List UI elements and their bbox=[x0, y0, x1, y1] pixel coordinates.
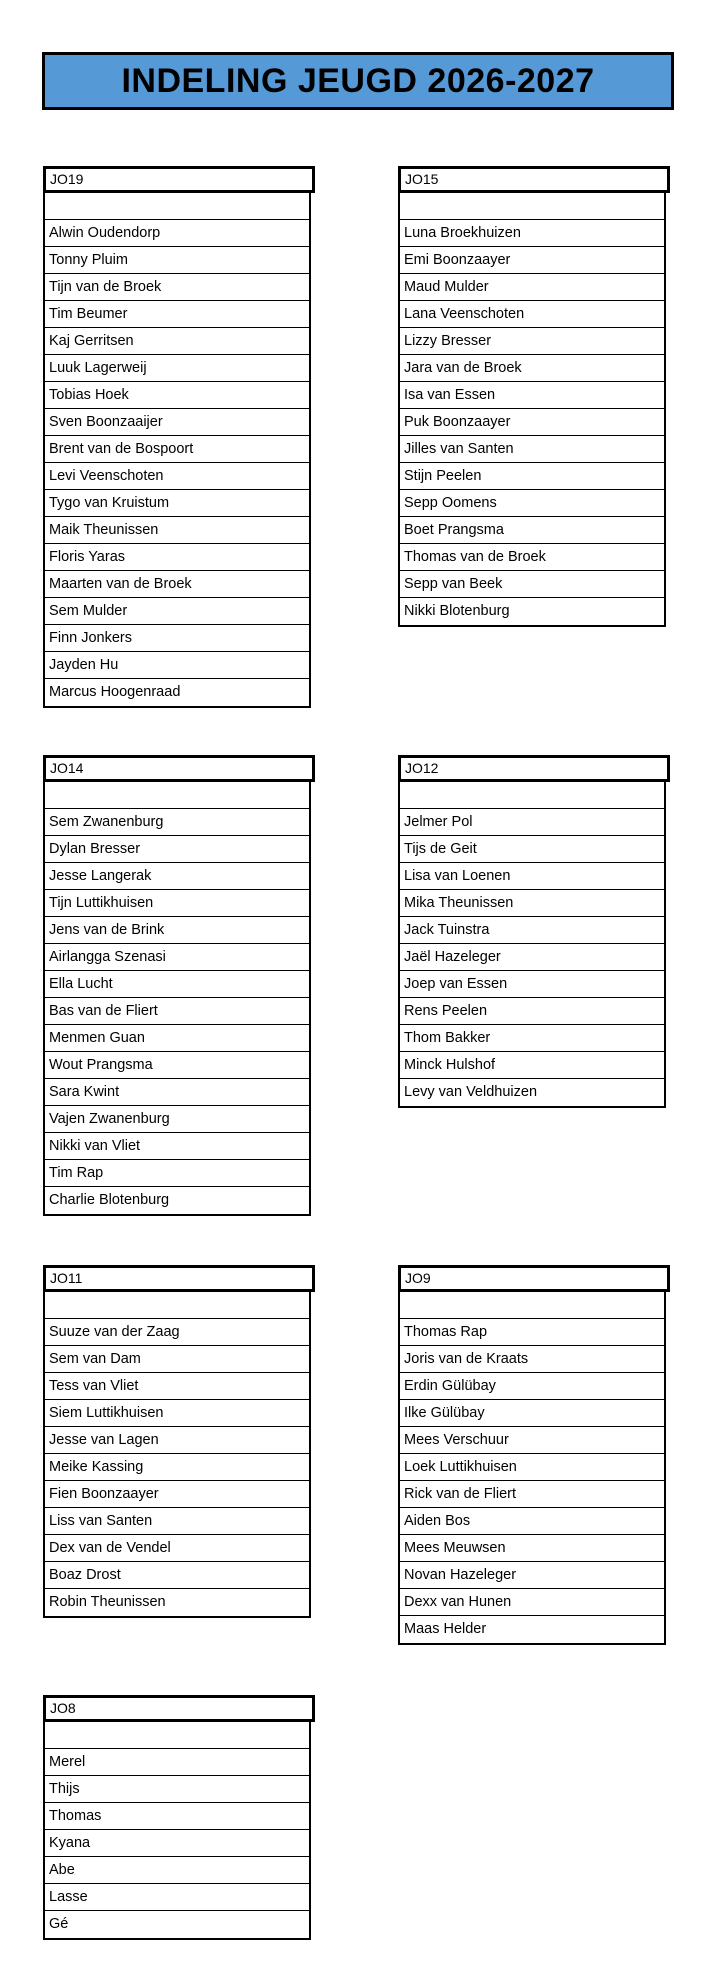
player-row: Abe bbox=[45, 1857, 309, 1884]
player-row: Aiden Bos bbox=[400, 1508, 664, 1535]
player-row: Suuze van der Zaag bbox=[45, 1319, 309, 1346]
player-row: Jelmer Pol bbox=[400, 809, 664, 836]
team-table-jo8 bbox=[43, 1695, 315, 1940]
player-row: Tijn van de Broek bbox=[45, 274, 309, 301]
blank-row bbox=[400, 782, 664, 809]
player-row: Maarten van de Broek bbox=[45, 571, 309, 598]
team-table-jo11 bbox=[43, 1265, 315, 1618]
player-row: Fien Boonzaayer bbox=[45, 1481, 309, 1508]
player-list bbox=[398, 1292, 666, 1645]
player-row: Joep van Essen bbox=[400, 971, 664, 998]
player-row: Menmen Guan bbox=[45, 1025, 309, 1052]
player-row: Mees Verschuur bbox=[400, 1427, 664, 1454]
player-list bbox=[43, 1292, 311, 1618]
player-row: Jara van de Broek bbox=[400, 355, 664, 382]
team-table-jo15 bbox=[398, 166, 670, 627]
player-row: Jaël Hazeleger bbox=[400, 944, 664, 971]
player-row: Alwin Oudendorp bbox=[45, 220, 309, 247]
team-name: JO12 bbox=[398, 755, 670, 782]
player-list bbox=[398, 193, 666, 627]
player-row: Rick van de Fliert bbox=[400, 1481, 664, 1508]
player-row: Nikki Blotenburg bbox=[404, 603, 510, 619]
player-row: Jilles van Santen bbox=[400, 436, 664, 463]
player-row: Erdin Gülübay bbox=[400, 1373, 664, 1400]
player-row: Meike Kassing bbox=[45, 1454, 309, 1481]
team-name: JO11 bbox=[43, 1265, 315, 1292]
player-row: Mika Theunissen bbox=[400, 890, 664, 917]
player-list bbox=[43, 782, 311, 1216]
player-row: Merel bbox=[45, 1749, 309, 1776]
team-name: JO19 bbox=[43, 166, 315, 193]
player-row: Wout Prangsma bbox=[45, 1052, 309, 1079]
player-row: Sem van Dam bbox=[45, 1346, 309, 1373]
player-row: Lizzy Bresser bbox=[400, 328, 664, 355]
page-title: INDELING JEUGD 2026-2027 bbox=[121, 61, 595, 100]
player-row: Jens van de Brink bbox=[45, 917, 309, 944]
team-table-jo19 bbox=[43, 166, 315, 708]
player-row: Dexx van Hunen bbox=[400, 1589, 664, 1616]
team-table-jo12 bbox=[398, 755, 670, 1108]
team-table-jo14 bbox=[43, 755, 315, 1216]
player-row: Puk Boonzaayer bbox=[400, 409, 664, 436]
player-row: Luna Broekhuizen bbox=[400, 220, 664, 247]
player-row: Tobias Hoek bbox=[45, 382, 309, 409]
blank-row bbox=[400, 1292, 664, 1319]
player-row: Sara Kwint bbox=[45, 1079, 309, 1106]
blank-row bbox=[400, 193, 664, 220]
player-row: Isa van Essen bbox=[400, 382, 664, 409]
player-row: Tim Rap bbox=[45, 1160, 309, 1187]
player-row: Liss van Santen bbox=[45, 1508, 309, 1535]
player-row: Vajen Zwanenburg bbox=[45, 1106, 309, 1133]
player-row: Thomas bbox=[45, 1803, 309, 1830]
player-row: Mees Meuwsen bbox=[400, 1535, 664, 1562]
player-row: Jayden Hu bbox=[45, 652, 309, 679]
player-list bbox=[43, 1722, 311, 1940]
player-row: Sem Mulder bbox=[45, 598, 309, 625]
player-row: Siem Luttikhuisen bbox=[45, 1400, 309, 1427]
player-row: Sepp van Beek bbox=[400, 571, 664, 598]
player-row: Kyana bbox=[45, 1830, 309, 1857]
player-row: Tygo van Kruistum bbox=[45, 490, 309, 517]
player-row: Novan Hazeleger bbox=[400, 1562, 664, 1589]
player-row: Rens Peelen bbox=[400, 998, 664, 1025]
player-row: Nikki van Vliet bbox=[45, 1133, 309, 1160]
player-row: Boaz Drost bbox=[45, 1562, 309, 1589]
player-row: Thomas Rap bbox=[400, 1319, 664, 1346]
team-name: JO8 bbox=[43, 1695, 315, 1722]
player-row: Lisa van Loenen bbox=[400, 863, 664, 890]
player-row: Jesse van Lagen bbox=[45, 1427, 309, 1454]
player-row: Ilke Gülübay bbox=[400, 1400, 664, 1427]
player-row: Tim Beumer bbox=[45, 301, 309, 328]
team-name: JO9 bbox=[398, 1265, 670, 1292]
player-row: Maud Mulder bbox=[400, 274, 664, 301]
player-row: Thomas van de Broek bbox=[400, 544, 664, 571]
blank-row bbox=[45, 782, 309, 809]
player-row: Boet Prangsma bbox=[400, 517, 664, 544]
player-row: Jack Tuinstra bbox=[400, 917, 664, 944]
player-row: Stijn Peelen bbox=[400, 463, 664, 490]
player-row: Robin Theunissen bbox=[49, 1594, 166, 1610]
player-row: Lasse bbox=[45, 1884, 309, 1911]
player-row: Luuk Lagerweij bbox=[45, 355, 309, 382]
player-row: Airlangga Szenasi bbox=[45, 944, 309, 971]
player-row: Brent van de Bospoort bbox=[45, 436, 309, 463]
player-row: Ella Lucht bbox=[45, 971, 309, 998]
player-row: Maas Helder bbox=[404, 1621, 487, 1637]
player-row: Tijn Luttikhuisen bbox=[45, 890, 309, 917]
team-name: JO14 bbox=[43, 755, 315, 782]
player-row: Floris Yaras bbox=[45, 544, 309, 571]
team-name: JO15 bbox=[398, 166, 670, 193]
player-row: Dex van de Vendel bbox=[45, 1535, 309, 1562]
player-row: Sven Boonzaaijer bbox=[45, 409, 309, 436]
player-row: Tonny Pluim bbox=[45, 247, 309, 274]
player-row: Joris van de Kraats bbox=[400, 1346, 664, 1373]
player-row: Kaj Gerritsen bbox=[45, 328, 309, 355]
player-row: Loek Luttikhuisen bbox=[400, 1454, 664, 1481]
player-row: Sepp Oomens bbox=[400, 490, 664, 517]
player-row: Gé bbox=[49, 1916, 69, 1932]
player-row: Tess van Vliet bbox=[45, 1373, 309, 1400]
blank-row bbox=[45, 1722, 309, 1749]
player-row: Levy van Veldhuizen bbox=[404, 1084, 538, 1100]
team-table-jo9 bbox=[398, 1265, 670, 1645]
player-row: Lana Veenschoten bbox=[400, 301, 664, 328]
title-banner bbox=[42, 52, 674, 110]
player-row: Charlie Blotenburg bbox=[49, 1192, 170, 1208]
blank-row bbox=[45, 1292, 309, 1319]
player-list bbox=[398, 782, 666, 1108]
player-row: Levi Veenschoten bbox=[45, 463, 309, 490]
blank-row bbox=[45, 193, 309, 220]
player-row: Thijs bbox=[45, 1776, 309, 1803]
player-row: Maik Theunissen bbox=[45, 517, 309, 544]
player-row: Marcus Hoogenraad bbox=[49, 684, 181, 700]
player-row: Sem Zwanenburg bbox=[45, 809, 309, 836]
player-row: Minck Hulshof bbox=[400, 1052, 664, 1079]
player-row: Finn Jonkers bbox=[45, 625, 309, 652]
player-row: Thom Bakker bbox=[400, 1025, 664, 1052]
player-row: Jesse Langerak bbox=[45, 863, 309, 890]
player-row: Bas van de Fliert bbox=[45, 998, 309, 1025]
player-row: Emi Boonzaayer bbox=[400, 247, 664, 274]
player-row: Tijs de Geit bbox=[400, 836, 664, 863]
player-row: Dylan Bresser bbox=[45, 836, 309, 863]
player-list bbox=[43, 193, 311, 708]
